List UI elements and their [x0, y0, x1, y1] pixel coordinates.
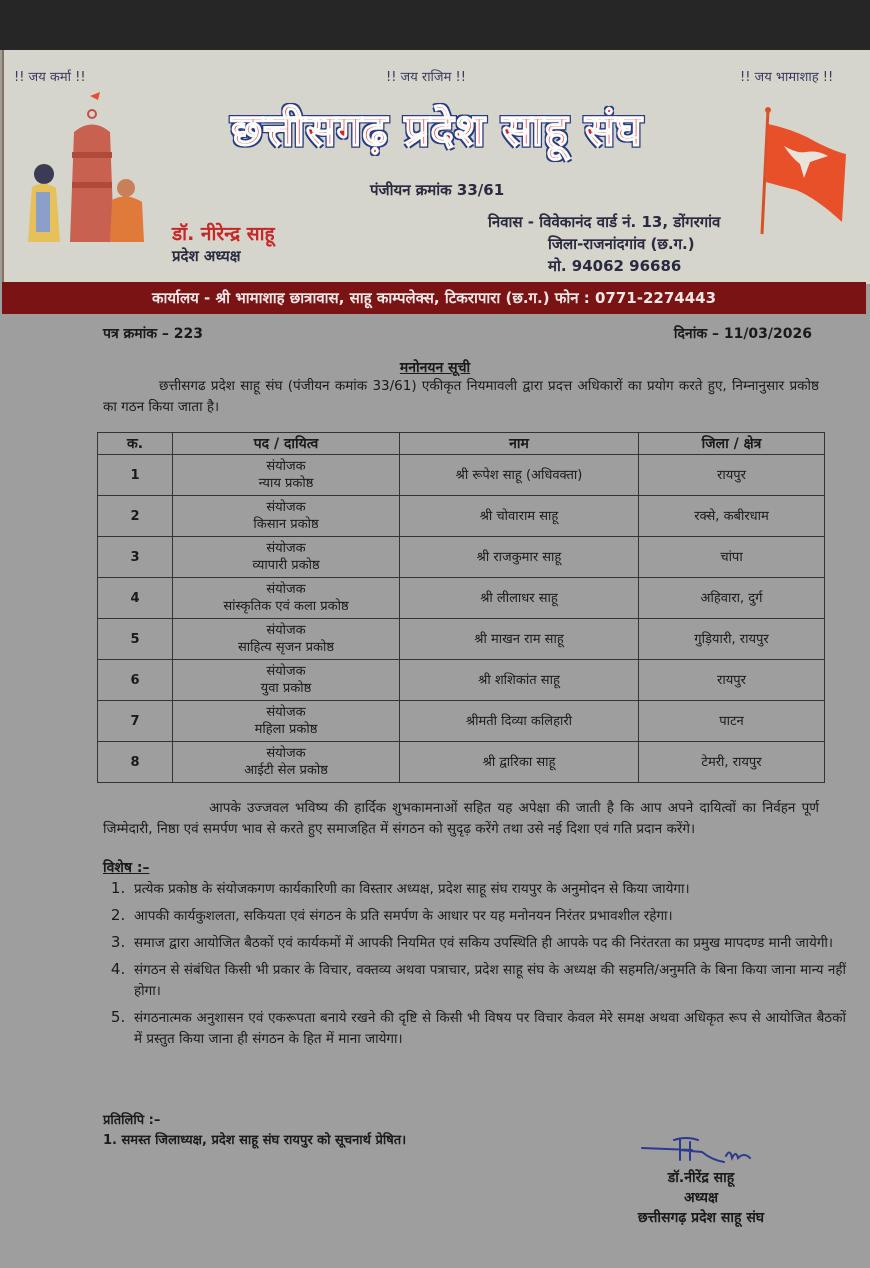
- mobile-number: मो. 94062 96686: [548, 257, 682, 275]
- viewer-top-bar: [0, 0, 870, 50]
- position-role: संयोजक: [266, 541, 306, 556]
- member-district: रक्से, कबीरधाम: [694, 508, 769, 524]
- position-cell: न्याय प्रकोष्ठ: [258, 476, 314, 491]
- slogan-left: !! जय कर्मा !!: [14, 70, 86, 85]
- position-role: संयोजक: [266, 623, 306, 638]
- note-item: 4. संगठन से संबंधित किसी भी प्रकार के विचार, वक्तव्य अथवा पत्राचार, प्रदेश साहू संघ के अध्यक्ष की सहमति/अनुमति के बिना किया जाना मान्य नहीं होगा।: [130, 959, 846, 1002]
- cell-name: [400, 578, 639, 619]
- position-cell: साहित्य सृजन प्रकोष्ठ: [237, 640, 335, 655]
- note-item: 2. आपकी कार्यकुशलता, सकियता एवं संगठन के प्रति समर्पण के आधार पर यह मनोनयन निरंतर प्रभावशील रहेगा।: [130, 905, 846, 927]
- table-row: [98, 701, 825, 742]
- temple-deities-illustration-icon: [22, 92, 152, 262]
- cell-serial: [98, 537, 173, 578]
- member-name: श्री रूपेश साहू (अधिवक्ता): [455, 467, 583, 483]
- cell-position: [173, 496, 400, 537]
- cell-serial: [98, 660, 173, 701]
- signatory-organization: छत्तीसगढ़ प्रदेश साहू संघ: [637, 1210, 765, 1226]
- cell-name: [400, 660, 639, 701]
- member-district: रायपुर: [717, 672, 746, 688]
- president-role: प्रदेश अध्यक्ष: [172, 247, 241, 265]
- letterhead: [2, 50, 870, 284]
- cell-serial: [98, 578, 173, 619]
- position-cell: सांस्कृतिक एवं कला प्रकोष्ठ: [223, 599, 349, 614]
- cell-position: [173, 619, 400, 660]
- table-row: [98, 496, 825, 537]
- cell-name: [400, 701, 639, 742]
- nomination-table: [97, 432, 825, 783]
- table-row: [98, 578, 825, 619]
- position-role: संयोजक: [266, 459, 306, 474]
- note-item: 3. समाज द्वारा आयोजित बैठकों एवं कार्यकमों में आपकी नियमित एवं सकिय उपस्थिति ही आपके पद की निरंतरता का प्रमुख मापदण्ड मानी जायेगी।: [130, 932, 846, 954]
- position-role: संयोजक: [266, 500, 306, 515]
- cell-name: [400, 742, 639, 783]
- cell-name: [400, 619, 639, 660]
- registration-number: पंजीयन क्रमांक 33/61: [370, 181, 505, 199]
- member-district: चांपा: [720, 549, 743, 565]
- cell-district: [639, 619, 825, 660]
- serial-number: 2: [130, 508, 140, 524]
- saffron-flag-icon: [756, 102, 856, 242]
- table-row: [98, 660, 825, 701]
- member-name: श्री चोवाराम साहू: [479, 508, 559, 524]
- president-name: डॉ. नीरेन्द्र साहू: [172, 223, 275, 245]
- position-role: संयोजक: [266, 582, 306, 597]
- copy-to-item: 1. समस्त जिलाध्यक्ष, प्रदेश साहू संघ रायपुर को सूचनार्थ प्रेषित।: [103, 1133, 407, 1148]
- address-line: निवास - विवेकानंद वार्ड नं. 13, डोंगरगांव: [488, 213, 721, 231]
- table-row: [98, 537, 825, 578]
- letter-reference-number: पत्र क्रमांक – 223: [103, 326, 204, 342]
- cell-district: [639, 496, 825, 537]
- cell-position: [173, 578, 400, 619]
- member-district: अहिवारा, दुर्ग: [700, 590, 763, 606]
- table-row: [98, 619, 825, 660]
- note-item: 1. प्रत्येक प्रकोष्ठ के संयोजकगण कार्यकारिणी का विस्तार अध्यक्ष, प्रदेश साहू संघ रायपुर के अनुमोदन से किया जायेगा।: [130, 878, 846, 900]
- cell-serial: [98, 619, 173, 660]
- member-district: रायपुर: [717, 467, 746, 483]
- letter-date: दिनांक – 11/03/2026: [673, 326, 812, 342]
- note-item: 5. संगठनात्मक अनुशासन एवं एकरूपता बनाये रखने की दृष्टि से किसी भी विषय पर विचार केवल मेरे समक्ष अथवा अधिकृत रूप से आयोजित बैठकों में प्रस्तुत किया जाना ही संगठन के हित में माना जायेगा।: [130, 1007, 846, 1050]
- table-row: [98, 742, 825, 783]
- cell-position: [173, 742, 400, 783]
- cell-district: [639, 660, 825, 701]
- intro-paragraph: छत्तीसगढ प्रदेश साहू संघ (पंजीयन कमांक 33/61) एकीकृत नियमावली द्वारा प्रदत्त अधिकारों का प्रयोग करते हुए, निम्नानुसार प्रकोष्ठ का गठन किया जाता है।: [103, 378, 819, 415]
- serial-number: 5: [130, 631, 140, 647]
- document-title: मनोनयन सूची: [399, 360, 471, 376]
- serial-number: 6: [130, 672, 140, 688]
- cell-position: [173, 701, 400, 742]
- cell-district: [639, 455, 825, 496]
- member-district: पाटन: [719, 713, 744, 729]
- address-line: जिला-राजनांदगांव (छ.ग.): [548, 235, 695, 253]
- cell-district: [639, 701, 825, 742]
- table-header-row: [98, 433, 825, 455]
- position-cell: व्यापारी प्रकोष्ठ: [252, 558, 320, 573]
- serial-number: 1: [130, 467, 140, 483]
- special-notes-heading: विशेष :–: [103, 860, 150, 876]
- cell-serial: [98, 742, 173, 783]
- signatory-block: [596, 1168, 806, 1228]
- position-role: संयोजक: [266, 746, 306, 761]
- column-header-position: पद / दायित्व: [173, 433, 400, 455]
- position-cell: किसान प्रकोष्ठ: [253, 517, 319, 532]
- cell-district: [639, 578, 825, 619]
- signatory-title: अध्यक्ष: [683, 1190, 719, 1206]
- position-cell: महिला प्रकोष्ठ: [254, 722, 318, 737]
- slogan-right: !! जय भामाशाह !!: [740, 70, 834, 85]
- member-name: श्री शशिकांत साहू: [478, 672, 560, 688]
- cell-position: [173, 455, 400, 496]
- cell-position: [173, 660, 400, 701]
- cell-district: [639, 742, 825, 783]
- member-district: टेमरी, रायपुर: [701, 754, 762, 770]
- table-row: [98, 455, 825, 496]
- column-header-district: जिला / क्षेत्र: [639, 433, 825, 455]
- cell-position: [173, 537, 400, 578]
- member-name: श्री राजकुमार साहू: [476, 549, 562, 565]
- column-header-name: नाम: [400, 433, 639, 455]
- office-address-bar: कार्यालय - श्री भामाशाह छात्रावास, साहू काम्पलेक्स, टिकरापारा (छ.ग.) फोन : 0771-2274443: [2, 282, 866, 314]
- cell-name: [400, 455, 639, 496]
- member-name: श्री माखन राम साहू: [474, 631, 564, 647]
- serial-number: 8: [130, 754, 140, 770]
- copy-to-heading: प्रतिलिपि :–: [103, 1113, 161, 1128]
- special-notes-list: [103, 878, 846, 1055]
- member-name: श्री लीलाधर साहू: [480, 590, 558, 606]
- organization-title: छत्तीसगढ़ प्रदेश साहू संघ: [231, 105, 643, 156]
- cell-district: [639, 537, 825, 578]
- cell-name: [400, 537, 639, 578]
- slogan-center: !! जय राजिम !!: [386, 70, 466, 85]
- cell-serial: [98, 701, 173, 742]
- wishes-paragraph: आपके उज्जवल भविष्य की हार्दिक शुभकामनाओं सहित यह अपेक्षा की जाती है कि आप अपने दायित्वों का निर्वहन पूर्ण जिम्मेदारी, निष्ठा एवं समर्पण भाव से करते हुए समाजहित में संगठन को सुदृढ़ करेंगे तथा उसे नई दिशा एवं गति प्रदान करेंगे।: [103, 800, 819, 837]
- member-name: श्रीमती दिव्या कलिहारी: [465, 713, 573, 729]
- position-cell: आईटी सेल प्रकोष्ठ: [244, 763, 328, 778]
- position-cell: युवा प्रकोष्ठ: [260, 681, 312, 696]
- member-district: गुड़ियारी, रायपुर: [694, 631, 769, 647]
- cell-serial: [98, 455, 173, 496]
- cell-name: [400, 496, 639, 537]
- handwritten-signature-icon: [640, 1134, 764, 1168]
- serial-number: 3: [130, 549, 140, 565]
- signatory-name: डॉ.नीरेंद्र साहू: [667, 1170, 735, 1186]
- position-role: संयोजक: [266, 705, 306, 720]
- position-role: संयोजक: [266, 664, 306, 679]
- serial-number: 7: [130, 713, 140, 729]
- serial-number: 4: [130, 590, 140, 606]
- member-name: श्री द्वारिका साहू: [482, 754, 556, 770]
- column-header-serial: क.: [98, 433, 173, 455]
- cell-serial: [98, 496, 173, 537]
